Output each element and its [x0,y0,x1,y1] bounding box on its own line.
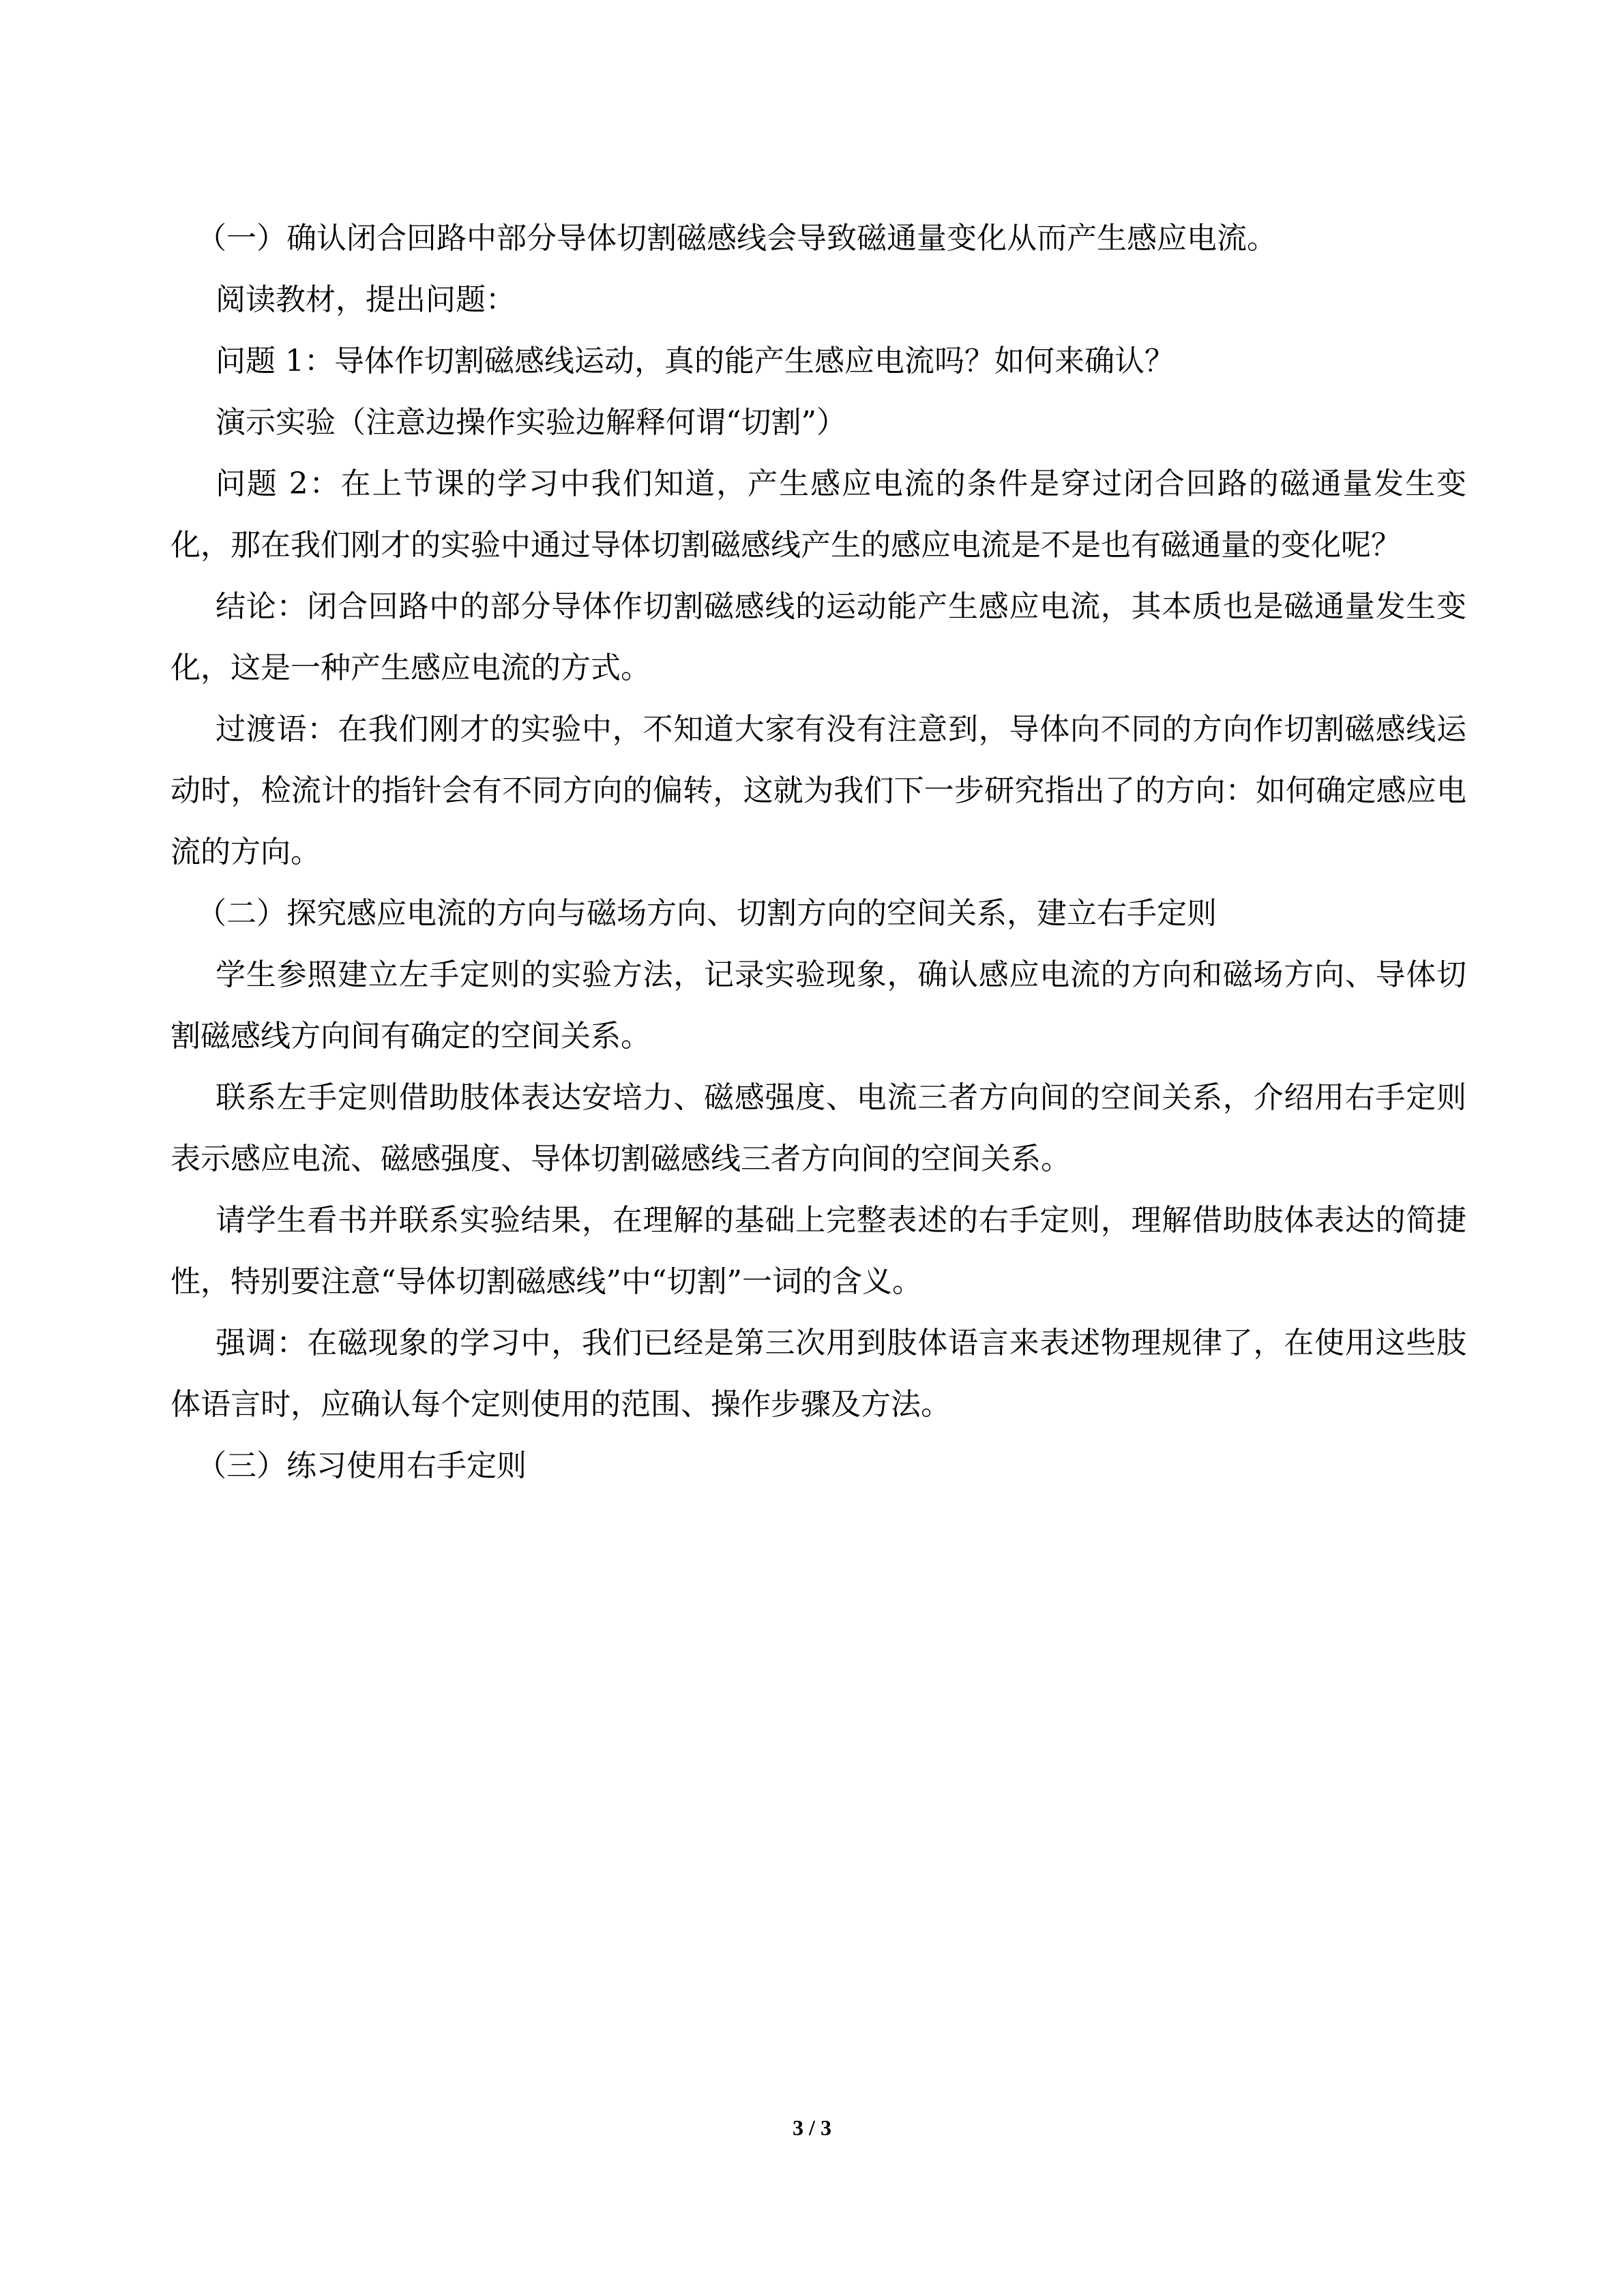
demo-experiment-paragraph: 演示实验（注意边操作实验边解释何谓“切割”） [216,405,846,440]
body-paragraph: 学生参照建立左手定则的实验方法，记录实验现象，确认感应电流的方向和磁场方向、导体切割磁感线方向间有确定的空间关系。 [171,957,1466,1054]
body-paragraph: 请学生看书并联系实验结果，在理解的基础上完整表述的右手定则，理解借助肢体表达的简捷性，特别要注意“导体切割磁感线”中“切割”一词的含义。 [171,1203,1466,1299]
emphasis-paragraph: 强调：在磁现象的学习中，我们已经是第三次用到肢体语言来表述物理规律了，在使用这些肢体语言时，应确认每个定则使用的范围、操作步骤及方法。 [171,1326,1466,1422]
page-number: 3 / 3 [793,2115,831,2140]
section-heading-2: （二）探究感应电流的方向与磁场方向、切割方向的空间关系，建立右手定则 [196,896,1217,931]
body-paragraph: 联系左手定则借助肢体表达安培力、磁感强度、电流三者方向间的空间关系，介绍用右手定则表示感应电流、磁感强度、导体切割磁感线三者方向间的空间关系。 [171,1080,1466,1176]
body-paragraph: 阅读教材，提出问题： [216,282,516,317]
question-2-paragraph: 问题 2：在上节课的学习中我们知道，产生感应电流的条件是穿过闭合回路的磁通量发生变化，那在我们刚才的实验中通过导体切割磁感线产生的感应电流是不是也有磁通量的变化呢？ [171,466,1466,563]
section-heading-1: （一）确认闭合回路中部分导体切割磁感线会导致磁通量变化从而产生感应电流。 [196,221,1277,256]
transition-paragraph: 过渡语：在我们刚才的实验中，不知道大家有没有注意到，导体向不同的方向作切割磁感线运动时，检流计的指针会有不同方向的偏转，这就为我们下一步研究指出了的方向：如何确定感应电流的方向。 [171,712,1466,869]
conclusion-paragraph: 结论：闭合回路中的部分导体作切割磁感线的运动能产生感应电流，其本质也是磁通量发生变化，这是一种产生感应电流的方式。 [171,589,1466,685]
section-heading-3: （三）练习使用右手定则 [196,1448,527,1483]
question-1-paragraph: 问题 1：导体作切割磁感线运动，真的能产生感应电流吗？如何来确认？ [216,344,1175,378]
document-body [171,208,1466,1497]
